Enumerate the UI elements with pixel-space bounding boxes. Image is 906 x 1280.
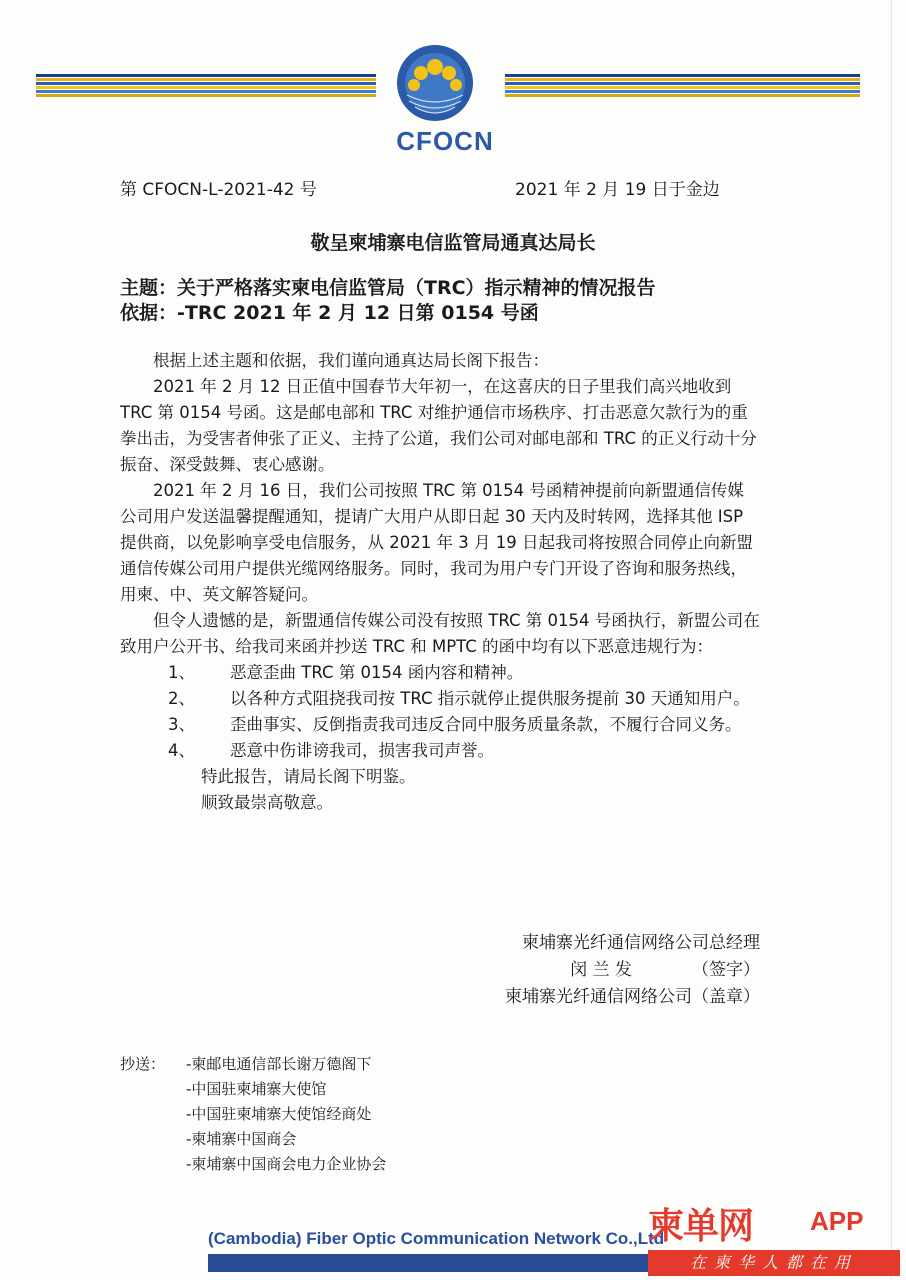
cc-recipient: -柬埔寨中国商会 <box>186 1130 297 1148</box>
cc-block <box>120 1052 386 1177</box>
list-item-number: 2、 <box>168 689 195 708</box>
company-logo-icon <box>395 43 475 123</box>
footer-company-name: (Cambodia) Fiber Optic Communication Network Co.,Ltd <box>208 1229 665 1248</box>
list-item-number: 1、 <box>168 663 195 682</box>
paragraph: 2021 年 2 月 16 日，我们公司按照 TRC 第 0154 号函精神提前向新盟通信传媒公司用户发送温馨提醒通知，提请广大用户从即日起 30 天内及时转网，选择其他 ISP 提供商，以免影响享受电信服务，从 2021 年 3 月 19 日起我司将按照合同停止向新盟通信传媒公司用户提供光缆网络服务。同时，我司为用户专门开设了咨询和服务热线，用柬、中、英文解答疑问。 <box>120 481 753 604</box>
list-item <box>168 738 760 764</box>
reference-number: 第 CFOCN-L-2021-42 号 <box>120 180 317 200</box>
signature-block <box>440 930 760 1011</box>
list-item <box>168 712 760 738</box>
signer-title: 柬埔寨光纤通信网络公司总经理 <box>522 933 760 953</box>
subject-block <box>120 276 656 326</box>
list-item-text: 恶意歪曲 TRC 第 0154 函内容和精神。 <box>230 663 524 682</box>
list-item-text: 歪曲事实、反倒指责我司违反合同中服务质量条款，不履行合同义务。 <box>230 715 742 734</box>
cc-recipient: -中国驻柬埔寨大使馆 <box>186 1080 327 1098</box>
letter-date: 2021 年 2 月 19 日于金边 <box>515 180 720 200</box>
paragraph: 但令人遗憾的是，新盟通信传媒公司没有按照 TRC 第 0154 号函执行，新盟公司在致用户公开书、给我司来函并抄送 TRC 和 MPTC 的函中均有以下恶意违规行为： <box>120 611 760 656</box>
violation-list <box>120 660 760 764</box>
closing-regards: 顺致最崇高敬意。 <box>201 793 333 812</box>
list-item <box>168 660 760 686</box>
list-item-number: 4、 <box>168 741 195 760</box>
logo-text: CFOCN <box>396 126 494 156</box>
signer-company: 柬埔寨光纤通信网络公司（盖章） <box>505 987 760 1007</box>
list-item-text: 恶意中伤诽谤我司，损害我司声誉。 <box>230 741 494 760</box>
signer-row <box>440 957 760 984</box>
list-item-text: 以各种方式阻挠我司按 TRC 指示就停止提供服务提前 30 天通知用户。 <box>230 689 750 708</box>
watermark-app: APP <box>810 1206 864 1236</box>
signer-name: 闵 兰 发 <box>570 960 632 980</box>
closing-report: 特此报告，请局长阁下明鉴。 <box>201 767 416 786</box>
cc-recipient: -柬邮电通信部长谢万德阁下 <box>186 1055 372 1073</box>
paragraph: 根据上述主题和依据，我们谨向通真达局长阁下报告： <box>153 351 549 370</box>
header-stripes-left <box>36 74 376 98</box>
sign-note: （签字） <box>692 960 760 980</box>
list-item-number: 3、 <box>168 715 195 734</box>
page-edge <box>891 0 892 1280</box>
header-stripes-right <box>505 74 860 98</box>
paragraph: 2021 年 2 月 12 日正值中国春节大年初一，在这喜庆的日子里我们高兴地收到 TRC 第 0154 号函。这是邮电部和 TRC 对维护通信市场秩序、打击恶意欠款行为的重拳出击，为受害者伸张了正义、主持了公道，我们公司对邮电部和 TRC 的正义行动十分振奋、深受鼓舞、衷心感谢。 <box>120 377 757 474</box>
list-item <box>168 686 760 712</box>
subject-line: 主题：关于严格落实柬电信监管局（TRC）指示精神的情况报告 <box>120 277 656 299</box>
footer-address-bar <box>208 1254 678 1272</box>
cc-recipient: -柬埔寨中国商会电力企业协会 <box>186 1155 387 1173</box>
letter-body <box>120 348 760 816</box>
watermark-slogan: 在柬华人都在用 <box>648 1250 900 1276</box>
addressee: 敬呈柬埔寨电信监管局通真达局长 <box>310 232 596 254</box>
cc-recipient: -中国驻柬埔寨大使馆经商处 <box>186 1105 372 1123</box>
basis-line: 依据：-TRC 2021 年 2 月 12 日第 0154 号函 <box>120 302 539 324</box>
watermark-brand: 柬单网 <box>648 1206 754 1247</box>
cc-label: 抄送： <box>120 1055 166 1073</box>
